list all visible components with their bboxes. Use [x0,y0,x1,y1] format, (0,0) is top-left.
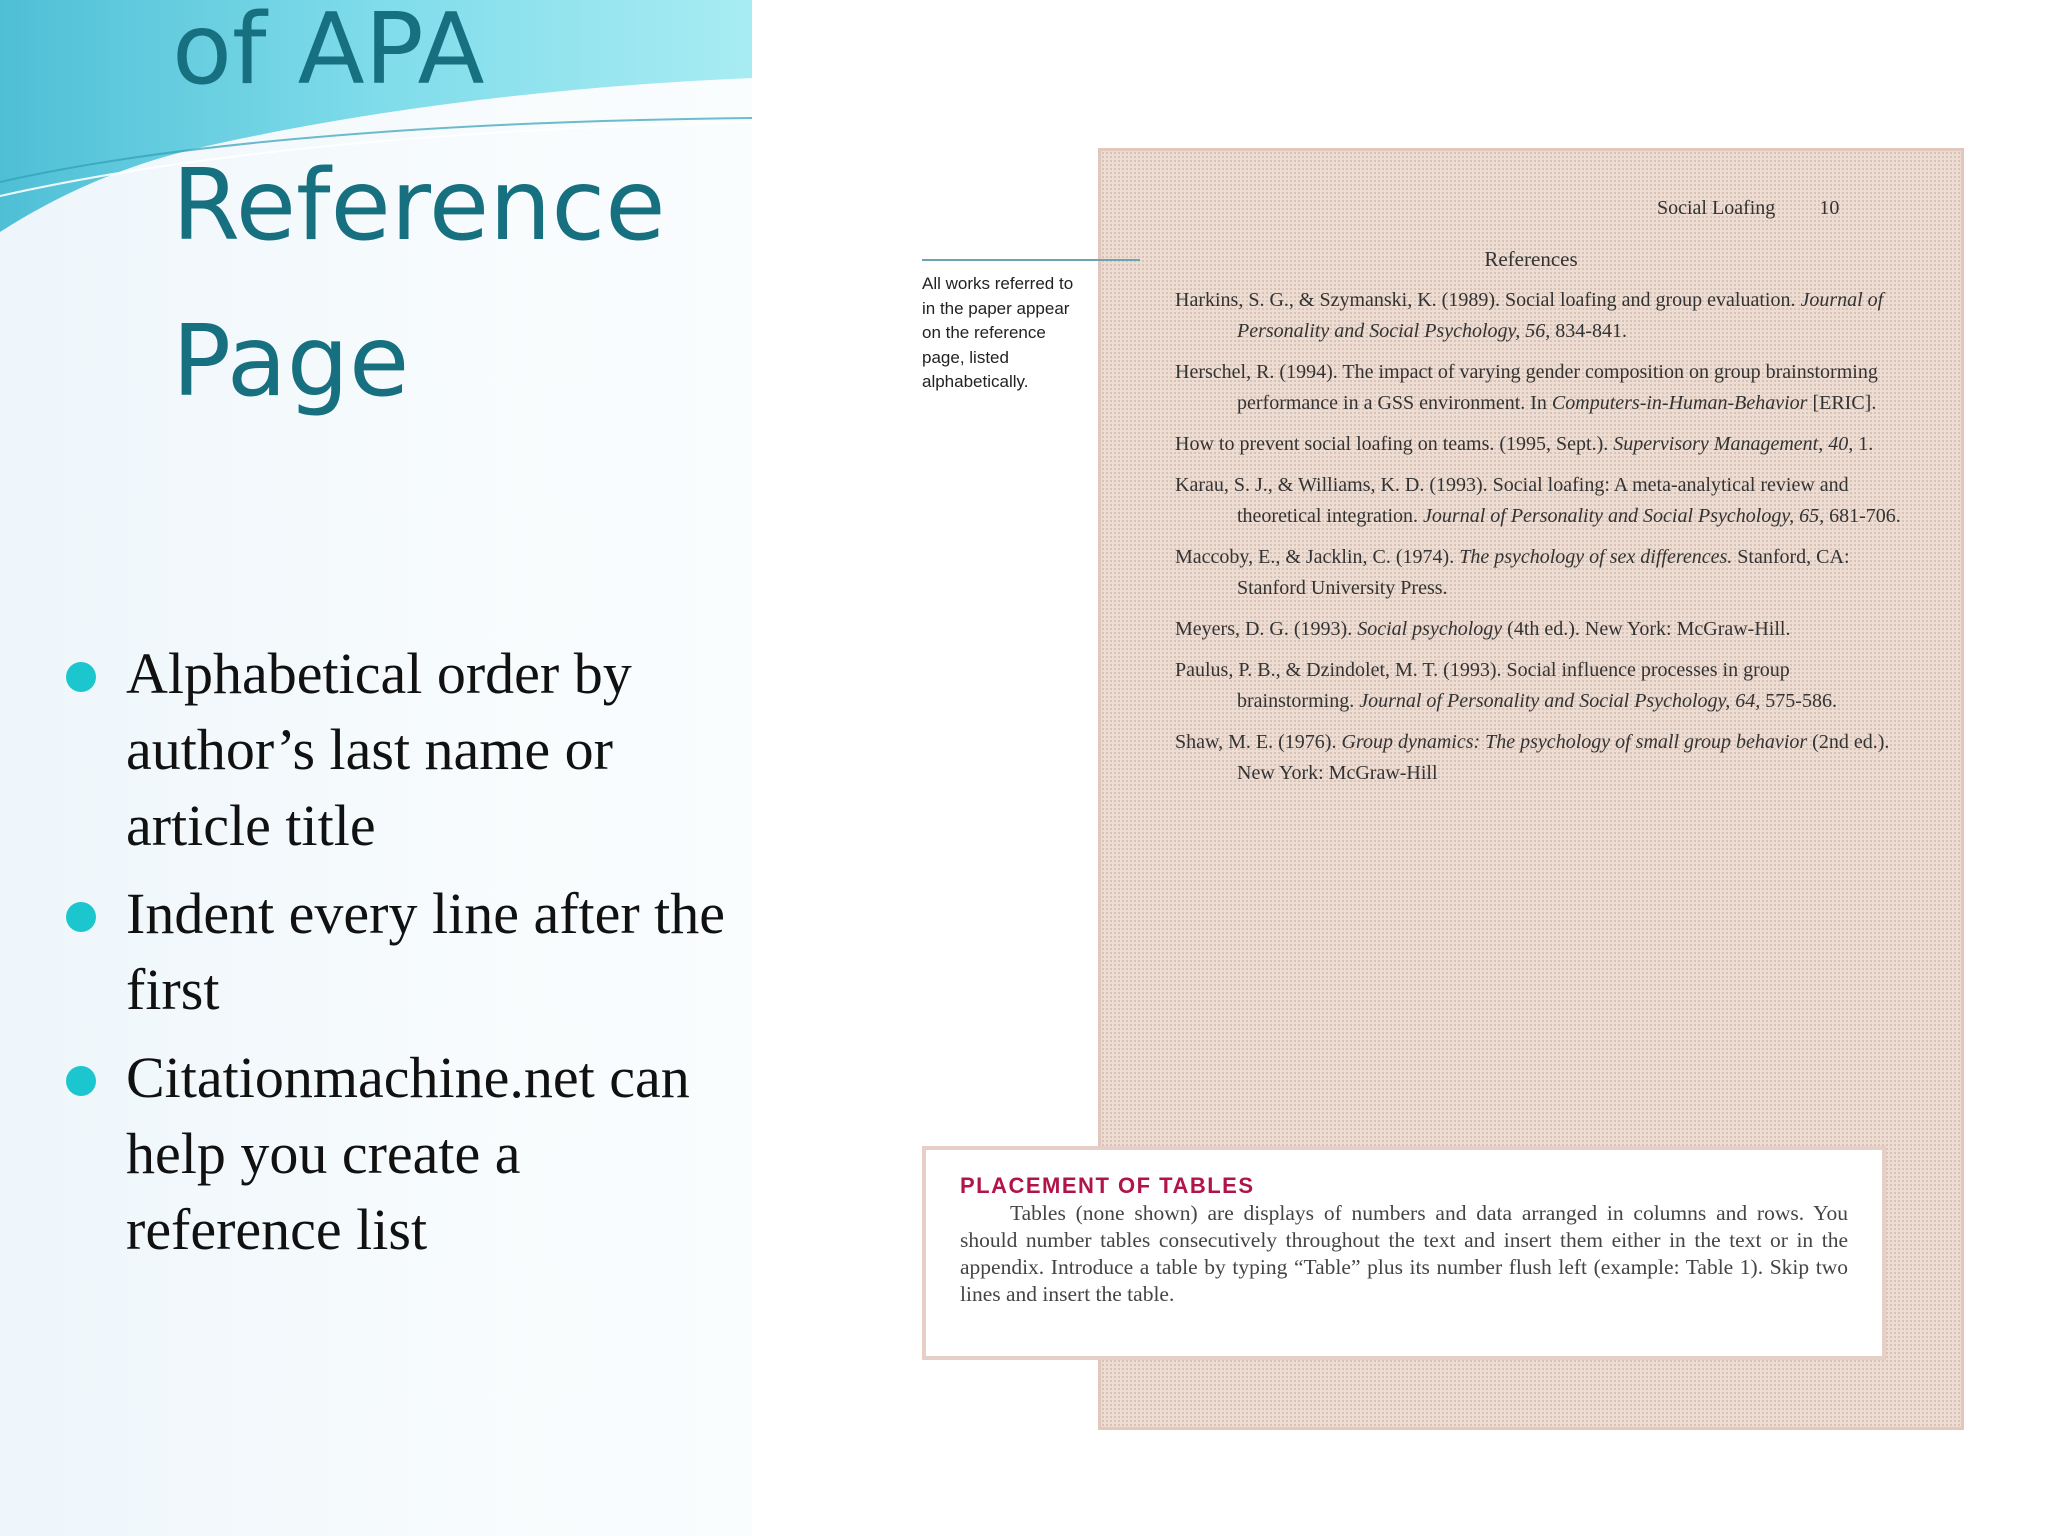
title-line-2: Reference [172,149,666,263]
bullet-dot-icon [66,1066,96,1096]
tables-box-text: Tables (none shown) are displays of numbers and data arranged in columns and rows. You should number tables consecutively throughout the text and insert them either in the text or in the appendix. Introduce a table by typing “Table” plus its number flush left (example: Table 1). Skip two lines and insert the table. [960,1201,1848,1306]
reference-entry: How to prevent social loafing on teams. (1995, Sept.). Supervisory Management, 40, 1. [1175,433,1874,455]
reference-entry: Herschel, R. (1994). The impact of varying gender composition on group brainstorming performance in a GSS environment. In Computers-in-Human-Behavior [ERIC]. [1175,361,1878,414]
bullet-item [62,876,742,1028]
bullet-item [62,636,742,864]
reference-entry: Paulus, P. B., & Dzindolet, M. T. (1993). Social influence processes in group brainstorming. Journal of Personality and Social Psychology, 64, 575-586. [1175,659,1837,712]
placement-of-tables-box [922,1146,1886,1360]
reference-entry: Harkins, S. G., & Szymanski, K. (1989). Social loafing and group evaluation. Journal of Personality and Social Psychology, 56, 834-841. [1175,289,1884,342]
running-head-title: Social Loafing [1657,197,1776,219]
bullet-text: Indent every line after the first [126,881,726,1022]
running-head [1657,197,1839,220]
bullet-list [62,636,742,1280]
bullet-text: Citationmachine.net can help you create a reference list [126,1045,690,1262]
bullet-dot-icon [66,662,96,692]
references-heading: References [1484,247,1578,271]
title-line-1: of APA [172,0,485,107]
reference-entry: Karau, S. J., & Williams, K. D. (1993). Social loafing: A meta-analytical review and theoretical integration. Journal of Personality and Social Psychology, 65, 681-706. [1175,474,1901,527]
page-number: 10 [1819,197,1840,219]
title-line-3: Page [172,305,410,419]
reference-entry: Meyers, D. G. (1993). Social psychology (4th ed.). New York: McGraw-Hill. [1175,618,1791,640]
margin-note: All works referred to in the paper appear on the reference page, listed alphabetically. [922,274,1074,391]
reference-list [1175,285,1905,799]
slide-title [172,0,732,440]
margin-note-rule [922,259,1140,261]
reference-entry: Maccoby, E., & Jacklin, C. (1974). The psychology of sex differences. Stanford, CA: Stanford University Press. [1175,546,1850,599]
bullet-text: Alphabetical order by author’s last name or article title [126,641,632,858]
bullet-dot-icon [66,902,96,932]
tables-box-title: PLACEMENT OF TABLES [960,1173,1255,1198]
bullet-item [62,1040,742,1268]
reference-entry: Shaw, M. E. (1976). Group dynamics: The psychology of small group behavior (2nd ed.). New York: McGraw-Hill [1175,731,1890,784]
